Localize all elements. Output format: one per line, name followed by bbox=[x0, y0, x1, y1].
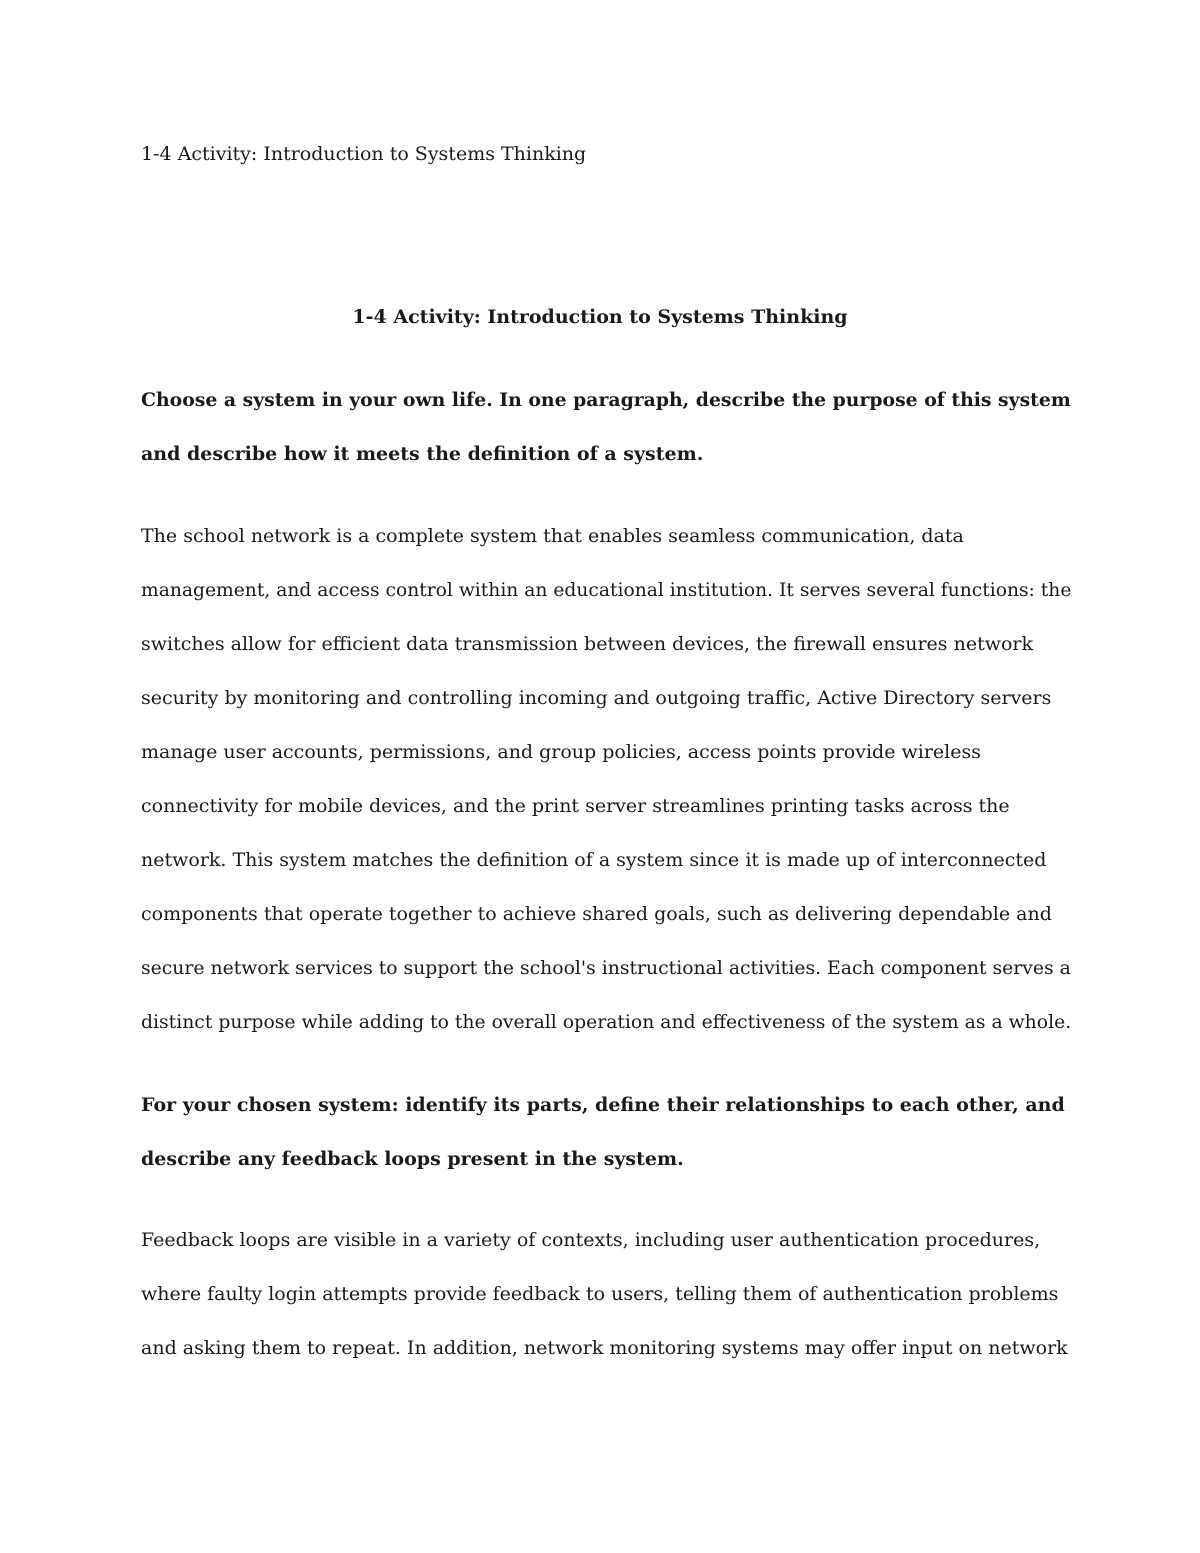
answer-1-line: manage user accounts, permissions, and group policies, access points provide wireless bbox=[141, 741, 981, 763]
answer-1-line: network. This system matches the definition of a system since it is made up of interconnected bbox=[141, 849, 1047, 871]
answer-1-line: connectivity for mobile devices, and the print server streamlines printing tasks across the bbox=[141, 795, 1010, 817]
answer-2-line: and asking them to repeat. In addition, network monitoring systems may offer input on network bbox=[141, 1337, 1068, 1359]
answer-1-line: distinct purpose while adding to the overall operation and effectiveness of the system as a whole. bbox=[141, 1011, 1072, 1033]
answer-2-line: Feedback loops are visible in a variety of contexts, including user authentication procedures, bbox=[141, 1229, 1041, 1251]
answer-1-line: components that operate together to achieve shared goals, such as delivering dependable and bbox=[141, 903, 1052, 925]
answer-2-line: where faulty login attempts provide feedback to users, telling them of authentication problems bbox=[141, 1283, 1059, 1305]
prompt-1-line: Choose a system in your own life. In one paragraph, describe the purpose of this system bbox=[141, 389, 1071, 411]
answer-1-line: management, and access control within an educational institution. It serves several functions: the bbox=[141, 579, 1072, 601]
prompt-2-line: describe any feedback loops present in the system. bbox=[141, 1148, 684, 1170]
prompt-1-line: and describe how it meets the definition of a system. bbox=[141, 443, 704, 465]
page-title: 1-4 Activity: Introduction to Systems Thinking bbox=[352, 306, 848, 328]
prompt-2-line: For your chosen system: identify its parts, define their relationships to each other, and bbox=[141, 1094, 1065, 1116]
answer-1-line: security by monitoring and controlling incoming and outgoing traffic, Active Directory servers bbox=[141, 687, 1052, 709]
answer-1-line: secure network services to support the school's instructional activities. Each component serves a bbox=[141, 957, 1071, 979]
answer-1-line: switches allow for efficient data transmission between devices, the firewall ensures network bbox=[141, 633, 1033, 655]
running-head: 1-4 Activity: Introduction to Systems Thinking bbox=[141, 143, 587, 165]
answer-1-line: The school network is a complete system that enables seamless communication, data bbox=[141, 525, 964, 547]
